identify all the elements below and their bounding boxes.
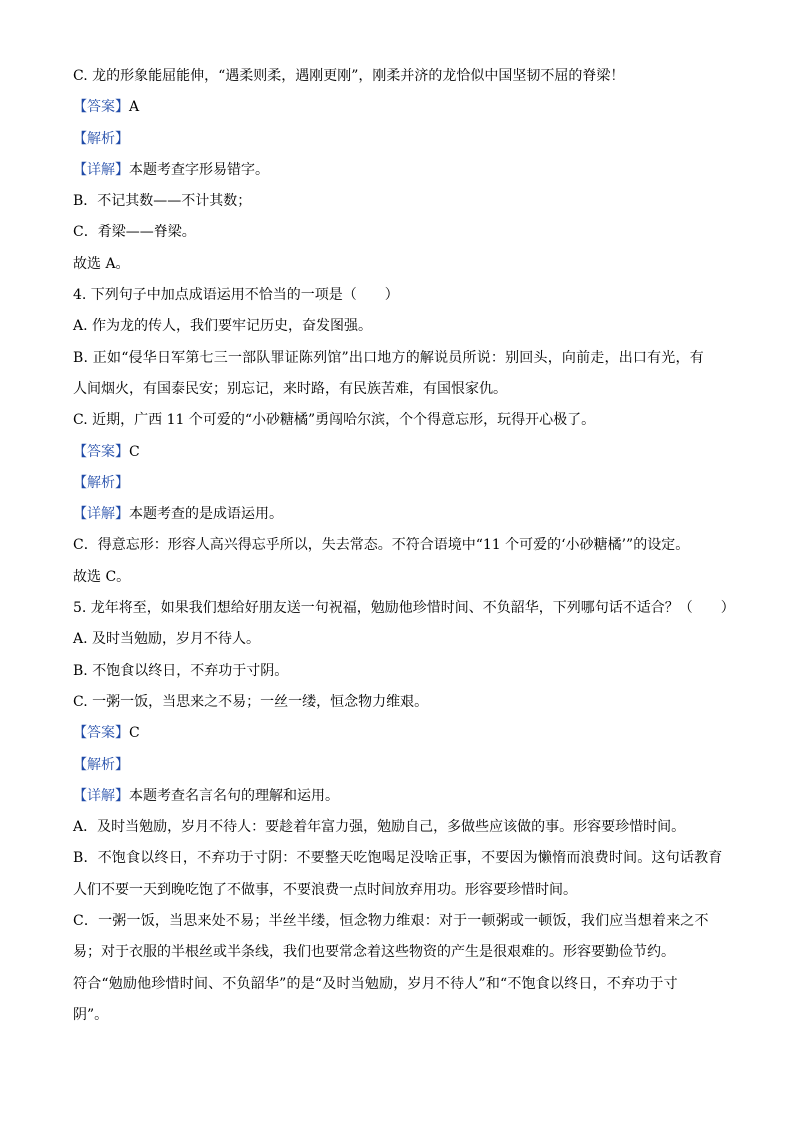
answer-value: A bbox=[129, 99, 140, 116]
analysis-tag: 【解析】 bbox=[73, 474, 129, 491]
explanation-c: C．肴梁——脊梁。 bbox=[73, 224, 196, 241]
question-4-option-b-part2: 人间烟火，有国泰民安；别忘记，来时路，有民族苦难，有国恨家仇。 bbox=[73, 380, 507, 397]
answer-line-q4 bbox=[73, 437, 733, 468]
option-c-dragon: C. 龙的形象能屈能伸，“遇柔则柔，遇刚更刚”，刚柔并济的龙恰似中国坚韧不屈的脊梁！ bbox=[73, 68, 625, 84]
question-5-option-c: C. 一粥一饭，当思来之不易；一丝一缕，恒念物力维艰。 bbox=[73, 693, 429, 710]
question-4: 4. 下列句子中加点成语运用不恰当的一项是（ ） bbox=[73, 287, 399, 304]
detail-text: 本题考查字形易错字。 bbox=[129, 161, 269, 178]
analysis-tag: 【解析】 bbox=[73, 756, 129, 773]
analysis-line-q3 bbox=[73, 124, 733, 155]
question-5-option-b: B. 不饱食以终日，不弃功于寸阴。 bbox=[73, 662, 289, 679]
detail-line-q3 bbox=[73, 155, 733, 186]
explanation-q4-c: C．得意忘形：形容人高兴得忘乎所以，失去常态。不符合语境中“11 个可爱的‘小砂糖橘’”的设定。 bbox=[73, 537, 690, 554]
conclusion-q3: 故选 A。 bbox=[73, 255, 130, 272]
conclusion-q5-part1: 符合“勉励他珍惜时间、不负韶华”的是“及时当勉励，岁月不待人”和“不饱食以终日，不弃功于寸 bbox=[73, 975, 678, 992]
answer-tag: 【答案】 bbox=[73, 443, 129, 460]
question-5: 5. 龙年将至，如果我们想给好朋友送一句祝福，勉励他珍惜时间、不负韶华，下列哪句话不适合？（ ） bbox=[73, 600, 735, 617]
document-page bbox=[73, 61, 733, 1031]
detail-tag: 【详解】 bbox=[73, 161, 129, 178]
question-5-option-a: A. 及时当勉励，岁月不待人。 bbox=[73, 631, 261, 648]
answer-value: C bbox=[129, 443, 140, 460]
explanation-q5-b-part2: 人们不要一天到晚吃饱了不做事，不要浪费一点时间放弃用功。形容要珍惜时间。 bbox=[73, 881, 577, 898]
answer-tag: 【答案】 bbox=[73, 99, 129, 116]
analysis-tag: 【解析】 bbox=[73, 130, 129, 147]
analysis-line-q5 bbox=[73, 750, 733, 781]
explanation-b: B．不记其数——不计其数； bbox=[73, 193, 252, 210]
detail-tag: 【详解】 bbox=[73, 787, 129, 804]
answer-value: C bbox=[129, 725, 140, 742]
question-4-option-c: C. 近期，广西 11 个可爱的“小砂糖橘”勇闯哈尔滨，个个得意忘形，玩得开心极了。 bbox=[73, 412, 596, 429]
detail-tag: 【详解】 bbox=[73, 506, 129, 523]
detail-text: 本题考查名言名句的理解和运用。 bbox=[129, 787, 339, 804]
detail-text: 本题考查的是成语运用。 bbox=[129, 506, 283, 523]
explanation-q5-c-part2: 易；对于衣服的半根丝或半条线，我们也要常念着这些物资的产生是很艰难的。形容要勤俭节约。 bbox=[73, 944, 675, 961]
answer-tag: 【答案】 bbox=[73, 725, 129, 742]
detail-line-q5 bbox=[73, 781, 733, 812]
explanation-q5-b-part1: B．不饱食以终日，不弃功于寸阴：不要整天吃饱喝足没啥正事，不要因为懒惰而浪费时间。这句话教育 bbox=[73, 850, 723, 867]
answer-line-q3 bbox=[73, 92, 733, 123]
question-4-option-b-part1: B. 正如“侵华日军第七三一部队罪证陈列馆”出口地方的解说员所说：别回头，向前走，出口有光，有 bbox=[73, 349, 704, 366]
detail-line-q4 bbox=[73, 499, 733, 530]
explanation-q5-a: A．及时当勉励，岁月不待人：要趁着年富力强，勉励自己，多做些应该做的事。形容要珍惜时间。 bbox=[73, 819, 686, 836]
conclusion-q5-part2: 阴”。 bbox=[73, 1006, 109, 1023]
conclusion-q4: 故选 C。 bbox=[73, 568, 131, 585]
answer-line-q5 bbox=[73, 718, 733, 749]
question-4-option-a: A. 作为龙的传人，我们要牢记历史，奋发图强。 bbox=[73, 318, 373, 335]
explanation-q5-c-part1: C．一粥一饭，当思来处不易；半丝半缕，恒念物力维艰：对于一顿粥或一顿饭，我们应当想着来之不 bbox=[73, 913, 709, 930]
analysis-line-q4 bbox=[73, 468, 733, 499]
